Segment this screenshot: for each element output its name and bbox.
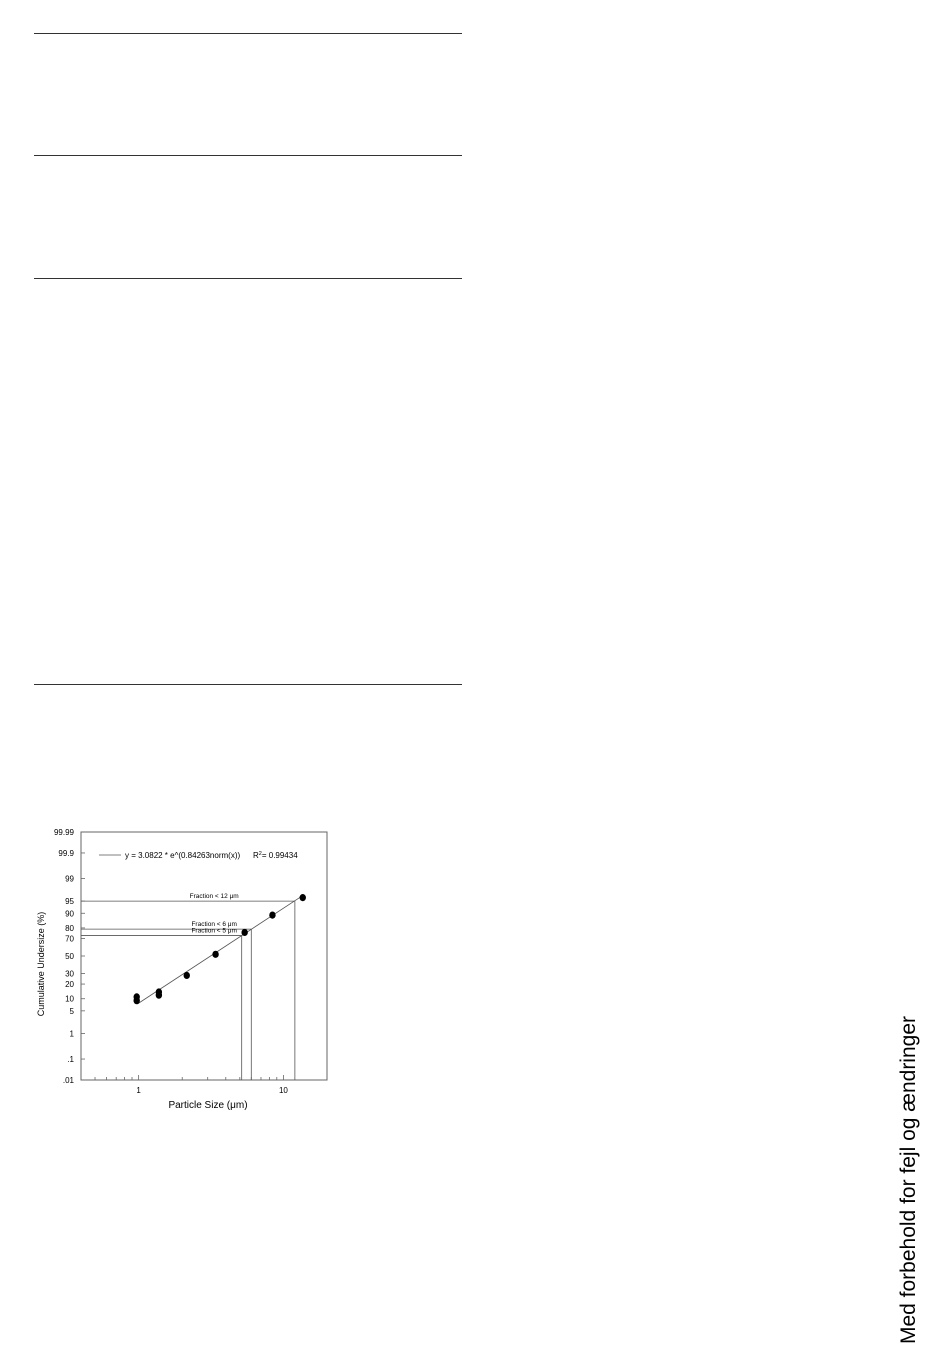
regression-fit-line [137, 896, 302, 1004]
x-tick-label: 1 [136, 1086, 141, 1095]
data-point [269, 912, 275, 919]
fraction-label: Fraction < 5 μm [191, 927, 237, 935]
y-tick-label: 70 [65, 934, 74, 944]
y-tick-label: 1 [69, 1029, 74, 1039]
y-tick-label: .01 [62, 1076, 74, 1085]
legend-equation: y = 3.0822 * e^(0.84263norm(x)) [125, 851, 241, 860]
data-point [300, 894, 306, 901]
data-point [156, 988, 162, 995]
y-axis-label: Cumulative Undersize (%) [36, 911, 46, 1017]
y-tick-label: 20 [65, 980, 74, 990]
x-axis-label: Particle Size (μm) [168, 1100, 248, 1111]
fraction-label: Fraction < 6 μm [191, 921, 237, 929]
disclaimer-text: Med forbehold for fejl og ændringer [897, 1015, 920, 1345]
data-point [134, 993, 140, 1000]
legend-r-squared: $R^2= 0.99434$ [253, 851, 298, 860]
y-tick-label: 99.99 [53, 828, 74, 837]
y-tick-label: 50 [65, 952, 74, 961]
data-point [241, 929, 247, 936]
y-tick-label: 99 [65, 874, 74, 884]
y-tick-label: 95 [65, 897, 74, 907]
data-point [212, 951, 218, 958]
fraction-label: Fraction < 12 μm [189, 893, 239, 901]
y-tick-label: 10 [65, 994, 74, 1004]
y-tick-label: 90 [65, 909, 74, 919]
x-tick-label: 10 [278, 1086, 288, 1095]
y-tick-label: 99.9 [58, 848, 74, 858]
data-point [184, 972, 190, 979]
plot-frame [81, 832, 327, 1080]
y-tick-label: 5 [69, 1006, 74, 1016]
y-tick-label: .1 [67, 1055, 74, 1065]
y-tick-label: 30 [65, 969, 74, 979]
y-tick-label: 80 [65, 923, 74, 933]
